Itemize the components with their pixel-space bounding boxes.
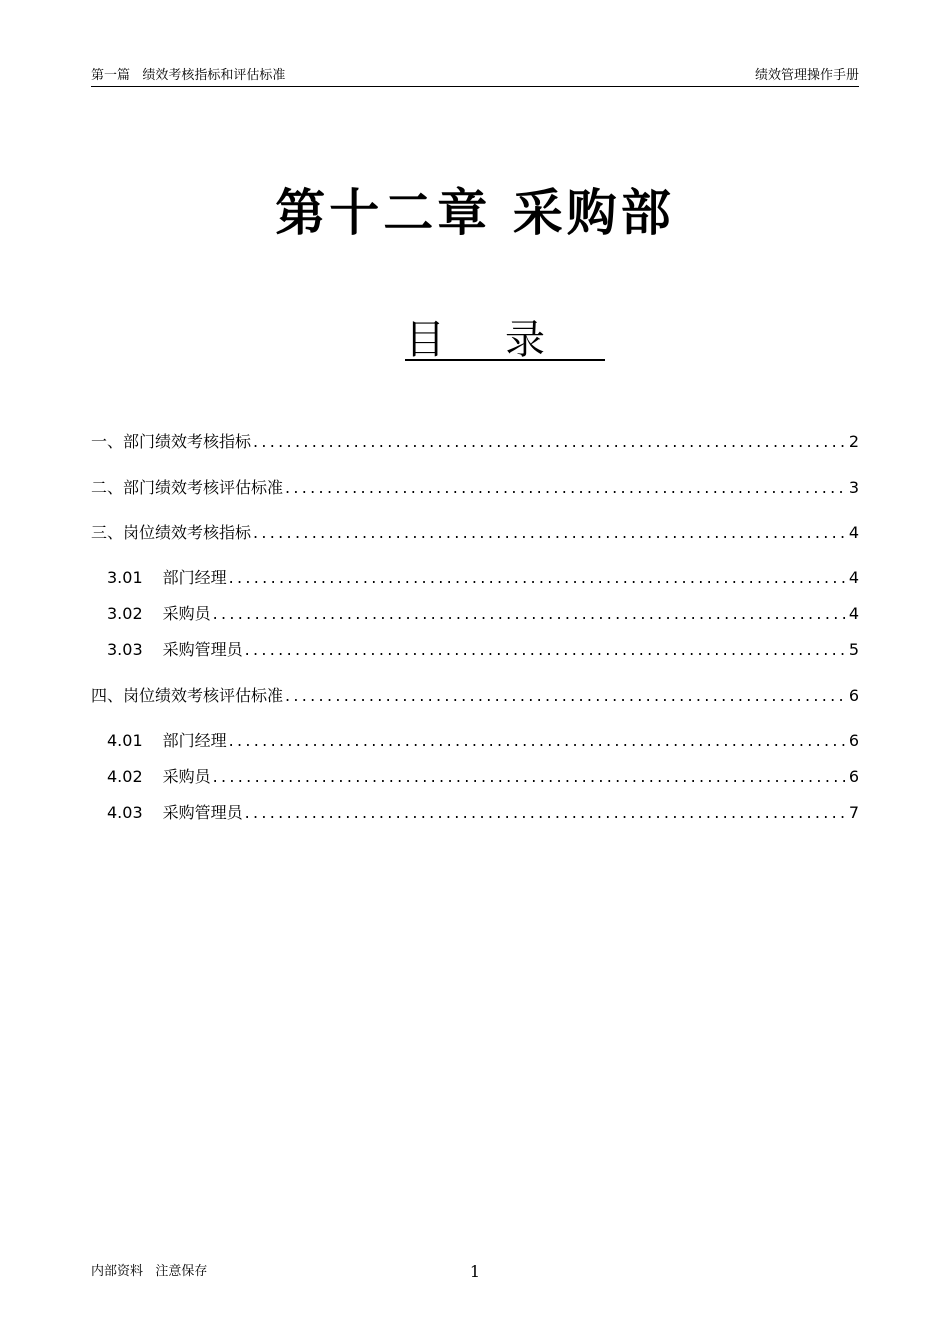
toc-leader-dots bbox=[285, 476, 847, 500]
toc-leader-dots bbox=[285, 684, 847, 708]
toc-subentry-label: 采购员 bbox=[162, 604, 211, 623]
toc-subentry-label: 部门经理 bbox=[162, 731, 227, 750]
toc-leader-dots bbox=[253, 521, 847, 545]
toc-subentry[interactable] bbox=[107, 729, 859, 753]
toc-subentry-label: 采购管理员 bbox=[162, 803, 243, 822]
toc-entry-label: 三、岗位绩效考核指标 bbox=[91, 523, 252, 542]
toc-subentry-number: 3.03 bbox=[107, 640, 143, 659]
toc-subentry-label: 采购管理员 bbox=[162, 640, 243, 659]
toc-subentry-page: 6 bbox=[848, 767, 859, 786]
toc-entry-label: 一、部门绩效考核指标 bbox=[91, 432, 252, 451]
toc-leader-dots bbox=[253, 430, 847, 454]
toc-subentry[interactable] bbox=[107, 566, 859, 590]
toc-entry[interactable] bbox=[91, 684, 859, 708]
toc-subentry-number: 4.01 bbox=[107, 731, 143, 750]
toc-heading-text: 目录 bbox=[405, 317, 605, 363]
toc-subentry-label: 部门经理 bbox=[162, 568, 227, 587]
toc-heading bbox=[0, 312, 950, 376]
toc-leader-dots bbox=[213, 602, 847, 626]
header-manual-title: 绩效管理操作手册 bbox=[754, 68, 859, 83]
footer-page-number: 1 bbox=[469, 1262, 481, 1281]
toc-subentry-number: 4.02 bbox=[107, 767, 143, 786]
toc-entry-page: 4 bbox=[848, 523, 859, 542]
toc-entry-label: 二、部门绩效考核评估标准 bbox=[91, 478, 284, 497]
toc-subentry[interactable] bbox=[107, 602, 859, 626]
toc-subentry-number: 4.03 bbox=[107, 803, 143, 822]
toc-leader-dots bbox=[229, 566, 847, 590]
toc-subentry-number: 3.02 bbox=[107, 604, 143, 623]
toc-leader-dots bbox=[229, 729, 847, 753]
toc-entry-page: 6 bbox=[848, 686, 859, 705]
toc-subentry-page: 4 bbox=[848, 568, 859, 587]
chapter-title: 第十二章 采购部 bbox=[275, 183, 675, 242]
toc-subentry[interactable] bbox=[107, 765, 859, 789]
toc-subentry[interactable] bbox=[107, 801, 859, 825]
toc-subentry-page: 6 bbox=[848, 731, 859, 750]
toc-entry-page: 3 bbox=[848, 478, 859, 497]
toc-entry-label: 四、岗位绩效考核评估标准 bbox=[91, 686, 284, 705]
toc-subentry-page: 4 bbox=[848, 604, 859, 623]
toc-subentry-page: 5 bbox=[848, 640, 859, 659]
toc-leader-dots bbox=[245, 801, 847, 825]
toc-subentry-label: 采购员 bbox=[162, 767, 211, 786]
footer-confidential-note: 内部资料 注意保存 bbox=[91, 1264, 208, 1279]
toc-entry[interactable] bbox=[91, 476, 859, 500]
toc-entry[interactable] bbox=[91, 521, 859, 545]
toc-entry-page: 2 bbox=[848, 432, 859, 451]
toc-subentry-page: 7 bbox=[848, 803, 859, 822]
toc-leader-dots bbox=[213, 765, 847, 789]
toc-leader-dots bbox=[245, 638, 847, 662]
toc-subentry[interactable] bbox=[107, 638, 859, 662]
toc-subentry-number: 3.01 bbox=[107, 568, 143, 587]
page-header bbox=[91, 66, 859, 87]
toc-entry[interactable] bbox=[91, 430, 859, 454]
header-section-title: 第一篇 绩效考核指标和评估标准 bbox=[91, 68, 286, 83]
